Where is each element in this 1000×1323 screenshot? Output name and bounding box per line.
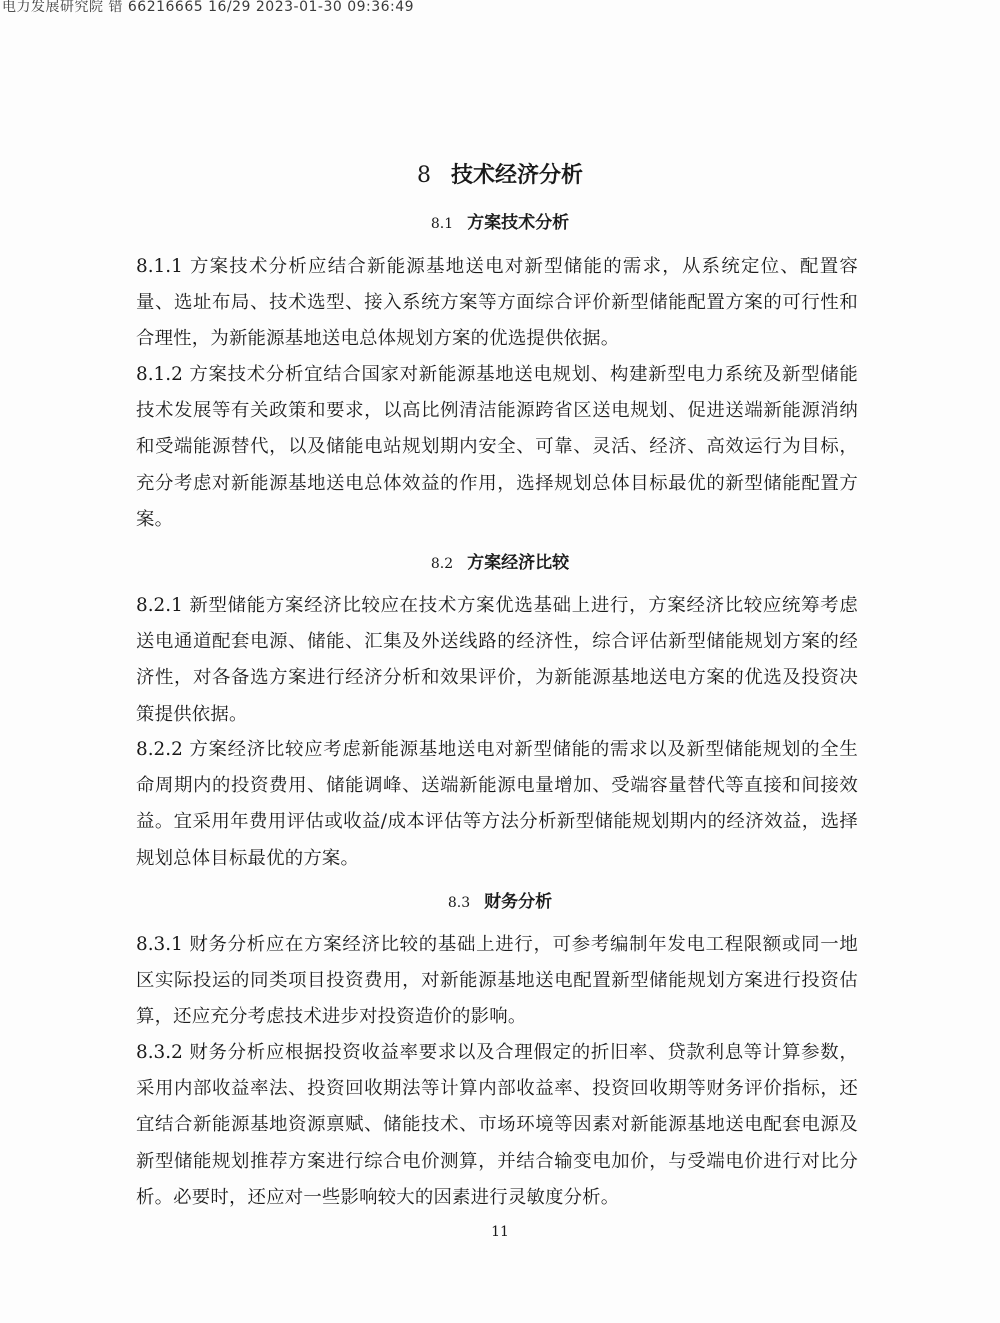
paragraph-8-3-1 <box>136 927 858 1036</box>
clause-text: 方案技术分析应结合新能源基地送电对新型储能的需求，从系统定位、配置容量、选址布局、技术选型、接入系统方案等方面综合评价新型储能配置方案的可行性和合理性，为新能源基地送电总体规划方案的优选提供依据。 <box>136 256 858 350</box>
section-number: 8.2 <box>430 556 454 572</box>
section-heading-8-1 <box>0 208 1000 233</box>
section-title: 财务分析 <box>484 892 553 912</box>
paragraph-8-3-2 <box>136 1035 858 1216</box>
clause-number: 8.2.2 <box>136 739 183 760</box>
clause-number: 8.1.1 <box>136 256 183 277</box>
page-number: 11 <box>491 1224 509 1240</box>
clause-number: 8.1.2 <box>136 364 183 385</box>
paragraph-8-2-1 <box>136 588 858 733</box>
section-number: 8.3 <box>447 895 471 911</box>
clause-number: 8.3.1 <box>136 934 183 955</box>
paragraph-8-2-2 <box>136 732 858 877</box>
section-heading-8-3 <box>0 887 1000 912</box>
paragraph-8-1-2 <box>136 357 858 538</box>
section-title: 方案技术分析 <box>467 213 570 233</box>
section-number: 8.1 <box>430 216 454 232</box>
section-title: 方案经济比较 <box>467 553 570 573</box>
chapter-title <box>0 158 1000 189</box>
clause-number: 8.3.2 <box>136 1042 183 1063</box>
clause-text: 方案经济比较应考虑新能源基地送电对新型储能的需求以及新型储能规划的全生命周期内的投资费用、储能调峰、送端新能源电量增加、受端容量替代等直接和间接效益。宜采用年费用评估或收益/成本评估等方法分析新型储能规划期内的经济效益，选择规划总体目标最优的方案。 <box>136 739 858 869</box>
clause-text: 方案技术分析宜结合国家对新能源基地送电规划、构建新型电力系统及新型储能技术发展等有关政策和要求，以高比例清洁能源跨省区送电规划、促进送端新能源消纳和受端能源替代，以及储能电站规划期内安全、可靠、灵活、经济、高效运行为目标，充分考虑对新能源基地送电总体效益的作用，选择规划总体目标最优的新型储能配置方案。 <box>136 364 858 530</box>
chapter-title-text: 技术经济分析 <box>450 163 583 188</box>
fax-header: 电力发展研究院 错 66216665 16/29 2023-01-30 09:36:49 <box>2 0 415 15</box>
paragraph-8-1-1 <box>136 249 858 358</box>
clause-number: 8.2.1 <box>136 595 183 616</box>
clause-text: 财务分析应在方案经济比较的基础上进行，可参考编制年发电工程限额或同一地区实际投运的同类项目投资费用，对新能源基地送电配置新型储能规划方案进行投资估算，还应充分考虑技术进步对投资造价的影响。 <box>136 934 858 1028</box>
clause-text: 新型储能方案经济比较应在技术方案优选基础上进行，方案经济比较应统筹考虑送电通道配套电源、储能、汇集及外送线路的经济性，综合评估新型储能规划方案的经济性，对各备选方案进行经济分析和效果评价，为新能源基地送电方案的优选及投资决策提供依据。 <box>136 595 858 725</box>
section-heading-8-2 <box>0 548 1000 573</box>
chapter-number: 8 <box>416 163 431 188</box>
clause-text: 财务分析应根据投资收益率要求以及合理假定的折旧率、贷款利息等计算参数，采用内部收益率法、投资回收期法等计算内部收益率、投资回收期等财务评价指标，还宜结合新能源基地资源禀赋、储能技术、市场环境等因素对新能源基地送电配套电源及新型储能规划推荐方案进行综合电价测算，并结合输变电加价，与受端电价进行对比分析。必要时，还应对一些影响较大的因素进行灵敏度分析。 <box>136 1042 858 1208</box>
